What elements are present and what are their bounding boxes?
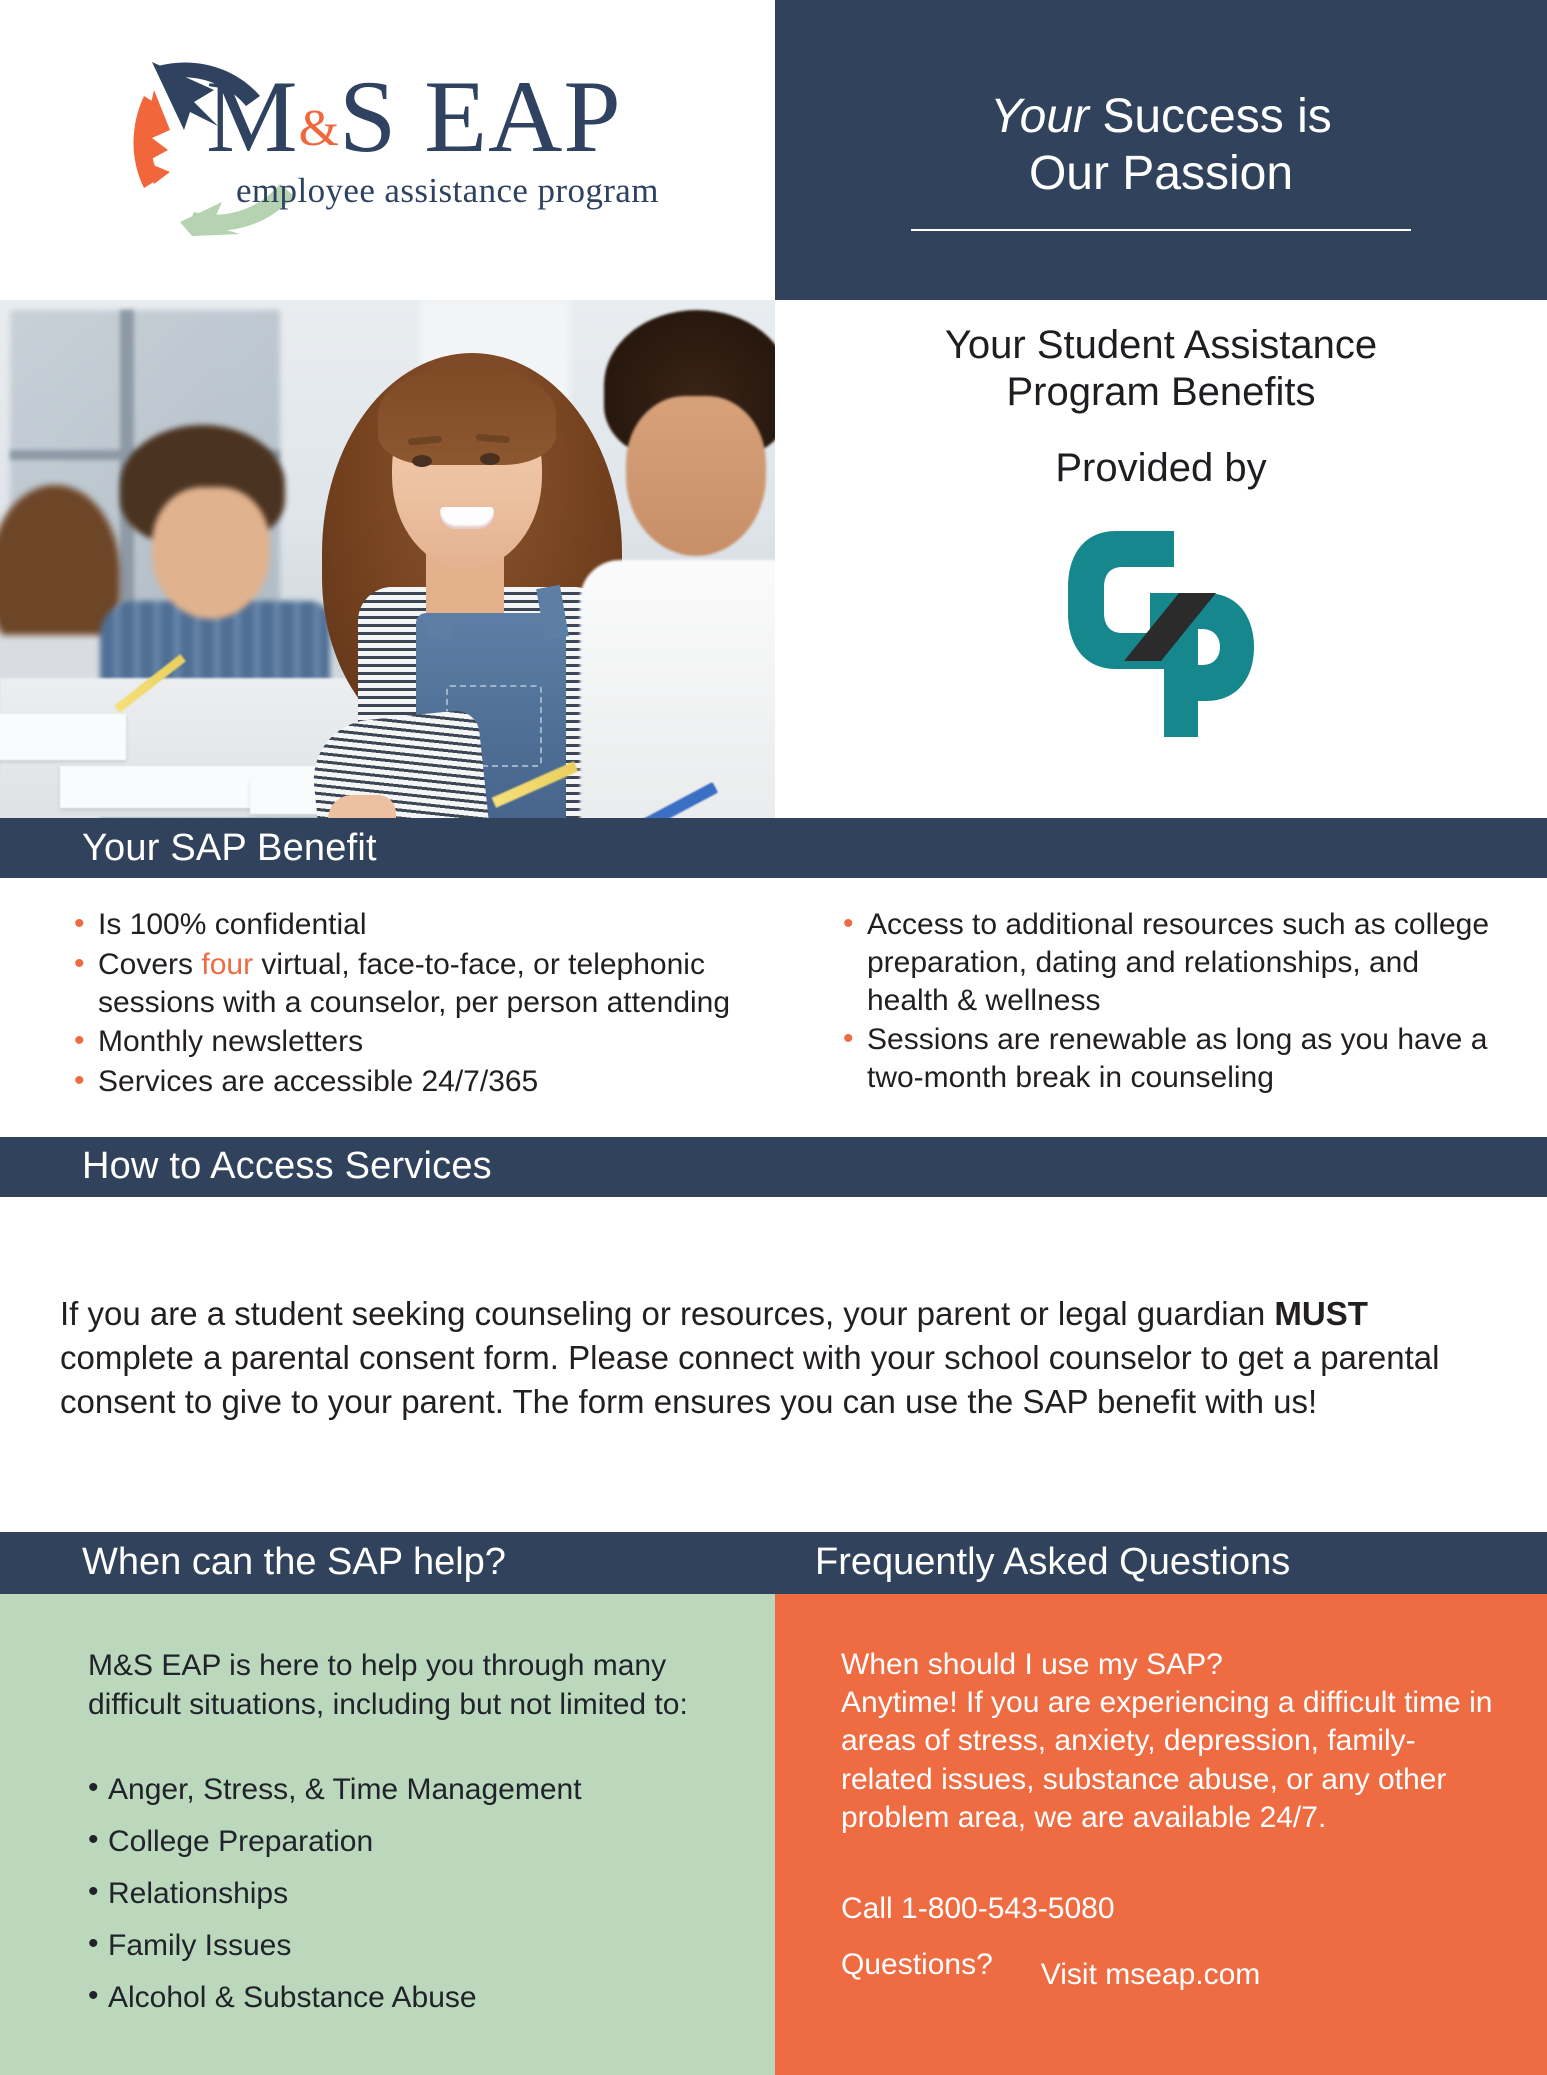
bottom-header-bar (0, 1532, 1547, 1594)
logo-ampersand: & (298, 100, 340, 157)
classroom-photo (0, 300, 775, 818)
faq-contact-row (841, 1947, 1507, 1991)
list-item (74, 946, 775, 1022)
access-para-bold: MUST (1274, 1294, 1368, 1332)
benefit-covers-post: virtual, face-to-face, or telephonic sessions with a counselor, per person attending (98, 947, 731, 1019)
tagline-cell (775, 0, 1547, 300)
access-para-pre: If you are a student seeking counseling or resources, your parent or legal guardian (60, 1294, 1275, 1332)
sap-benefit-header-bar (0, 818, 1547, 878)
access-para-post: complete a parental consent form. Please connect with your school counselor to get a parental consent to give to your parent. The form ensures you can use the SAP benefit with us! (60, 1339, 1440, 1421)
faq-website-link[interactable]: Visit mseap.com (1040, 1957, 1261, 1991)
list-item: • Anger, Stress, & Time Management (88, 1775, 715, 1805)
help-header-cell (0, 1541, 775, 1584)
list-item: • Relationships (88, 1879, 715, 1909)
faq-question: When should I use my SAP? (841, 1647, 1223, 1681)
benefit-right-column (775, 906, 1547, 1103)
cp-logo-icon (1046, 509, 1276, 739)
logo-subtitle: employee assistance program (236, 171, 659, 210)
list-item: • College Preparation (88, 1827, 715, 1857)
list-item: • Is 100% confidential (74, 906, 775, 944)
provider-cell (775, 300, 1547, 818)
logo-wordmark (206, 60, 659, 211)
bottom-panels (0, 1594, 1547, 2075)
benefit-covers-highlight: four (201, 947, 254, 981)
faq-questions-label: Questions? (841, 1947, 993, 1981)
tagline (990, 89, 1332, 202)
access-services-paragraph (60, 1292, 1475, 1425)
sap-benefit-content (0, 878, 1547, 1137)
header-band (0, 0, 1547, 300)
sap-benefit-heading: Your SAP Benefit (82, 826, 377, 869)
logo-cell (0, 0, 775, 300)
benefit-right-list (843, 906, 1507, 1097)
access-services-content (0, 1197, 1547, 1532)
tagline-divider (911, 229, 1411, 231)
provided-by-label: Provided by (1055, 446, 1267, 491)
list-item: • Sessions are renewable as long as you have a two-month break in counseling (843, 1021, 1507, 1097)
help-intro-text: M&S EAP is here to help you through many difficult situations, including but not limited to: (88, 1648, 688, 1722)
cp-provider-logo (1046, 509, 1276, 739)
list-item: • Family Issues (88, 1931, 715, 1961)
photo-provider-band (0, 300, 1547, 818)
tagline-rest: Success is (1089, 90, 1332, 144)
help-topic-list (88, 1772, 715, 2014)
provider-title-line1: Your Student Assistance (944, 323, 1378, 367)
tagline-italic-word: Your (990, 90, 1089, 144)
faq-phone-number[interactable]: Call 1-800-543-5080 (841, 1891, 1115, 1925)
provider-title (945, 322, 1377, 416)
access-services-heading: How to Access Services (82, 1145, 492, 1188)
benefit-left-list (74, 906, 775, 1101)
faq-panel (775, 1594, 1547, 2075)
help-panel (0, 1594, 775, 2075)
benefit-left-column (0, 906, 775, 1103)
faq-header-cell (775, 1541, 1547, 1584)
faq-heading: Frequently Asked Questions (815, 1541, 1291, 1584)
list-item: • Services are accessible 24/7/365 (74, 1063, 775, 1101)
provider-title-line2: Program Benefits (1006, 370, 1316, 415)
help-heading: When can the SAP help? (82, 1541, 506, 1584)
tagline-line2: Our Passion (1028, 147, 1294, 200)
list-item: • Access to additional resources such as college preparation, dating and relationships, and health & wellness (843, 906, 1507, 1019)
list-item: • Alcohol & Substance Abuse (88, 1983, 715, 2013)
faq-answer: Anytime! If you are experiencing a difficult time in areas of stress, anxiety, depression, family-related issues, substance abuse, or any other problem area, we are available 24/7. (841, 1686, 1493, 1835)
logo-main-text: M&S EAP (206, 60, 622, 174)
access-services-header-bar (0, 1137, 1547, 1197)
list-item: • Monthly newsletters (74, 1023, 775, 1061)
ms-eap-logo (118, 18, 658, 248)
benefit-covers-pre: Covers (98, 947, 202, 981)
